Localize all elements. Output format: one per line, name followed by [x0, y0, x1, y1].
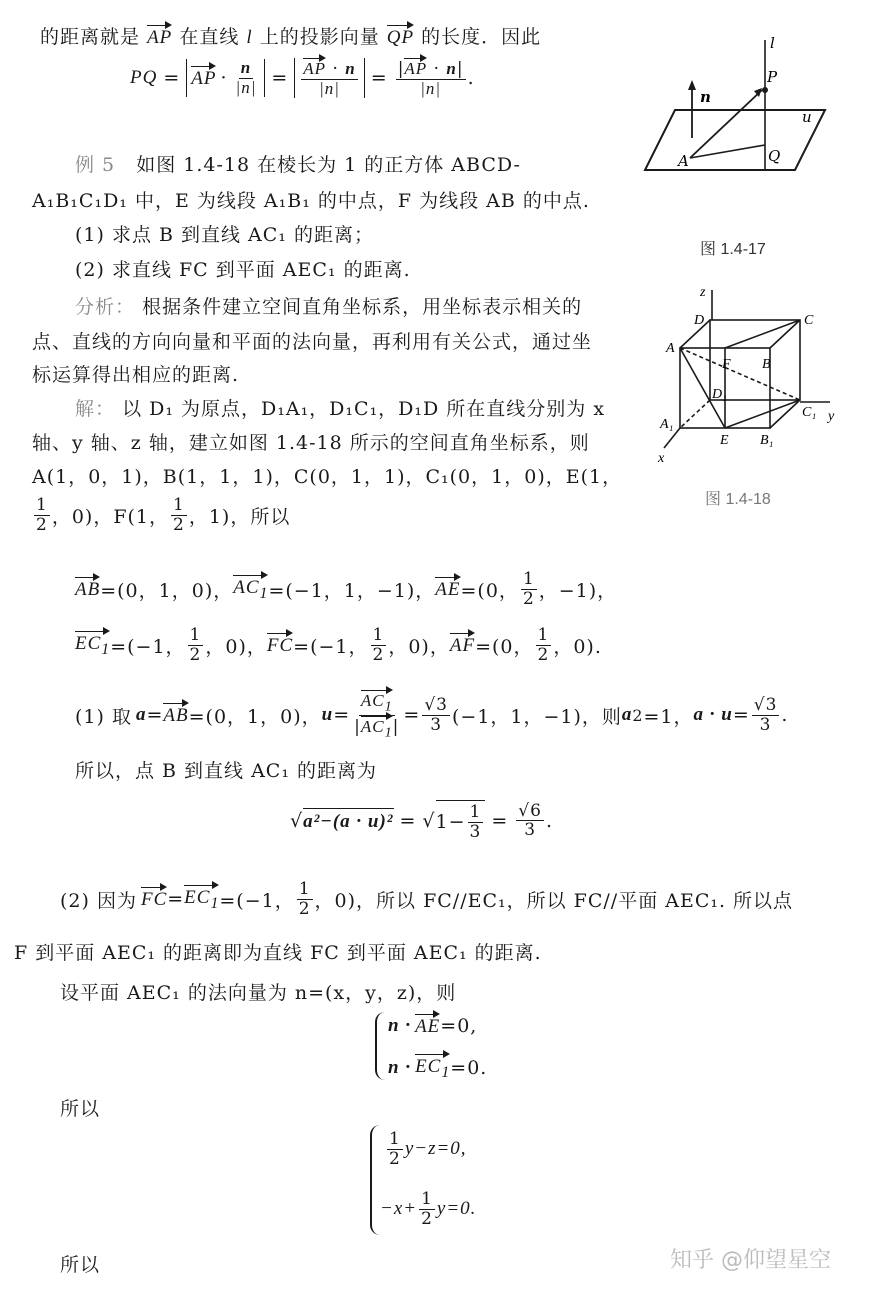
analysis-line-2: 点、直线的方向向量和平面的法向量，再利用有关公式，通过坐	[32, 331, 593, 353]
label-Q: Q	[768, 147, 781, 165]
text: (1) 取	[75, 705, 132, 728]
a-var: a	[135, 704, 147, 726]
text: ，0)，F(1，	[51, 505, 170, 528]
arrow-head	[688, 80, 696, 90]
text: ，0)，	[205, 635, 267, 658]
text: ，1)，所以	[188, 505, 291, 528]
vectors-line-1	[75, 570, 617, 608]
text: ，0)，	[388, 635, 450, 658]
question-1: (1) 求点 B 到直线 AC₁ 的距离；	[75, 224, 374, 246]
den: 2	[522, 588, 535, 609]
vector-EC1: $EC_1$	[75, 633, 111, 659]
text: (−1，1，−1)，则	[451, 705, 622, 728]
num: n	[240, 58, 252, 77]
den: |n|	[420, 78, 442, 98]
text: =(0，1，0)，	[188, 705, 322, 728]
vector-AB: AB	[75, 579, 101, 601]
den: 2	[36, 514, 48, 535]
part1-conclusion: 所以，点 B 到直线 AC₁ 的距离为	[75, 760, 377, 782]
num: 1	[173, 495, 185, 515]
analysis-text: 根据条件建立空间直角坐标系，用坐标表示相关的	[142, 296, 583, 318]
equals: =	[271, 67, 289, 90]
a-dot-u: a · u	[693, 704, 733, 726]
vector-EC1: $EC_1$	[184, 887, 220, 913]
example-text: 如图 1.4-18 在棱长为 1 的正方体 ABCD-	[136, 154, 521, 176]
figure-caption-17: 图 1.4-17	[700, 241, 766, 258]
fraction-half	[297, 880, 313, 918]
vector-EC1: $EC_1$	[415, 1056, 451, 1081]
text: =(−1，1，−1)，	[268, 579, 436, 602]
abs-group-2	[294, 58, 364, 98]
num: 1	[189, 625, 202, 645]
equals: =	[163, 67, 181, 90]
figure-1-4-18	[650, 280, 840, 490]
n: n	[345, 59, 356, 78]
vector-FC: FC	[266, 635, 294, 657]
label-z: z	[700, 285, 706, 300]
text: 的距离就是	[40, 26, 141, 48]
distance-formula	[290, 800, 553, 841]
brace	[370, 1125, 380, 1235]
text: EC	[184, 887, 211, 909]
n: n	[446, 59, 457, 78]
den: 3	[524, 820, 537, 841]
label-x: x	[658, 451, 665, 466]
text: n ·	[388, 1015, 412, 1036]
solution-line-3: A(1，0，1)，B(1，1，1)，C(0，1，1)，C₁(0，1，0)，E(1，	[32, 466, 623, 488]
figure-caption-18: 图 1.4-18	[705, 491, 771, 508]
example-label: 例 5	[75, 154, 116, 176]
den: |n|	[235, 77, 257, 97]
dot: ·	[220, 67, 228, 90]
system1-eq2	[388, 1054, 487, 1082]
vector-AC1: $AC_1$	[360, 716, 393, 741]
watermark: 知乎 @仰望星空	[670, 1248, 831, 1273]
num: √3	[424, 695, 448, 716]
vector-AP: AP	[404, 59, 428, 78]
text: −x+	[380, 1198, 418, 1220]
u-var: u	[321, 704, 334, 726]
label-D: D	[694, 313, 705, 328]
fraction	[234, 59, 259, 97]
analysis-line-1	[75, 292, 582, 319]
text: 上的投影向量	[259, 26, 380, 48]
fraction-half	[371, 626, 387, 664]
fraction-third	[468, 803, 484, 841]
pq: PQ	[130, 67, 158, 89]
text: =1，	[643, 705, 694, 728]
equals: =	[491, 809, 509, 832]
fraction-sqrt3	[752, 696, 780, 734]
label-C1: C₁	[802, 405, 817, 420]
so-label: 所以	[60, 1098, 101, 1120]
label-D1: D₁	[712, 387, 727, 402]
text: n ·	[388, 1056, 412, 1078]
num: 1	[421, 1189, 433, 1209]
label-B1: B₁	[760, 433, 774, 448]
den: 2	[298, 898, 311, 919]
den: 2	[372, 644, 385, 665]
intro-line	[40, 22, 541, 49]
solution-text: 以 D₁ 为原点，D₁A₁，D₁C₁，D₁D 所在直线分别为 x	[122, 398, 606, 420]
pq-equation	[130, 58, 475, 98]
fraction-half	[536, 626, 552, 664]
figure-1-4-17	[630, 30, 860, 260]
text: EC	[415, 1056, 442, 1077]
text: =0,	[440, 1015, 478, 1037]
text: =(−1，	[293, 635, 369, 658]
label-A: A	[666, 341, 675, 356]
period: .	[545, 809, 553, 832]
den: 2	[173, 514, 185, 535]
vector-AB: AB	[163, 705, 189, 727]
fraction-sqrt3	[422, 696, 450, 734]
vectors-line-2	[75, 626, 602, 664]
num: 1	[372, 625, 385, 645]
label-B: B	[762, 357, 771, 372]
equals: =	[399, 809, 417, 832]
period: .	[781, 704, 789, 727]
label-n: n	[700, 88, 711, 106]
num: 1	[36, 495, 48, 515]
text: =(−1，	[110, 635, 186, 658]
text: (2) 因为	[60, 889, 137, 912]
abs-group-1	[186, 59, 265, 97]
vector-AC1: $AC_1$	[360, 691, 393, 715]
num: √3	[753, 695, 778, 716]
fraction-half	[34, 496, 50, 534]
sqrt-content: a²−(a · u)²	[303, 808, 393, 833]
part2-line-2: F 到平面 AEC₁ 的距离即为直线 FC 到平面 AEC₁ 的距离.	[14, 942, 542, 964]
system2-eq2	[380, 1190, 476, 1228]
text: AC	[360, 691, 385, 710]
vector-AP: AP	[191, 68, 217, 90]
fraction-half	[188, 626, 204, 664]
a-var: a	[621, 704, 633, 726]
fraction-unit: $AC_1$ $|AC_1|$	[354, 691, 400, 741]
den: 3	[759, 714, 772, 735]
text: 1−	[435, 811, 466, 834]
den: |n|	[319, 78, 340, 98]
fraction-half	[419, 1190, 435, 1228]
period: .	[467, 67, 475, 90]
part2-line-3: 设平面 AEC₁ 的法向量为 n=(x，y，z)，则	[60, 982, 457, 1004]
text: =(−1，	[219, 889, 295, 912]
part1-line: (1) 取 a = AB =(0，1，0)， u = $AC_1$ $|AC_1|$ = $\frac{√3}{3}$ (−1，1，−1)，则 a 2 =1， a · u = $\frac{√3}{3}$ .	[75, 691, 789, 741]
label-A1: A₁	[660, 417, 674, 432]
example-line-2: A₁B₁C₁D₁ 中，E 为线段 A₁B₁ 的中点，F 为线段 AB 的中点.	[32, 190, 590, 212]
solution-line-1	[75, 394, 605, 421]
label-F: F	[722, 357, 731, 372]
sqrt-sign: √	[422, 809, 436, 832]
vector-AP: AP	[147, 27, 173, 48]
num: 1	[537, 625, 550, 645]
text: y=0.	[436, 1198, 477, 1220]
label-y: y	[828, 409, 835, 424]
num: 1	[298, 879, 311, 899]
label-E: E	[720, 433, 729, 448]
label-l: l	[770, 34, 775, 52]
fraction-sqrt6	[516, 802, 544, 840]
num: 1	[469, 802, 482, 822]
num: 1	[522, 569, 535, 589]
analysis-label: 分析：	[75, 296, 136, 318]
plane-alpha	[645, 110, 825, 170]
vector-AC1: $AC_1$	[233, 577, 269, 603]
equals: =	[732, 704, 750, 727]
label-u: u	[802, 108, 812, 126]
den: 2	[389, 1148, 401, 1169]
label-P: P	[767, 68, 778, 86]
vector-AF: AF	[449, 635, 476, 657]
den: 2	[189, 644, 202, 665]
analysis-line-3: 标运算得出相应的距离.	[32, 364, 240, 386]
text: AC	[233, 577, 260, 599]
text: ，0)，所以 FC//EC₁，所以 FC//平面 AEC₁. 所以点	[314, 889, 794, 912]
question-2: (2) 求直线 FC 到平面 AEC₁ 的距离.	[75, 259, 411, 281]
fraction: $\frac{AP \cdot n}{|n|}$	[303, 59, 356, 98]
text: y−z=0,	[404, 1138, 467, 1160]
text: =(0，1，0)，	[100, 579, 234, 602]
text: 的长度．因此	[421, 26, 542, 48]
system1-eq1	[388, 1014, 477, 1038]
fraction-half	[171, 496, 187, 534]
label-C: C	[804, 313, 814, 328]
text: ，−1)，	[538, 579, 618, 602]
vector-FC: FC	[140, 889, 168, 911]
part2-line-1: (2) 因为 FC = $EC_1$ =(−1， $\frac{1}{2}$ ，0)，所以 FC//EC₁，所以 FC//平面 AEC₁. 所以点	[60, 879, 794, 919]
vector-AP: AP	[303, 59, 327, 78]
text: ，0).	[553, 635, 602, 658]
num: 1	[389, 1129, 401, 1149]
line-l: l	[246, 27, 253, 48]
solution-line-4	[32, 496, 290, 534]
point-P	[762, 87, 768, 93]
solution-label: 解：	[75, 398, 116, 420]
fraction-half	[387, 1130, 403, 1168]
text: EC	[75, 633, 102, 655]
vector-AE: AE	[435, 579, 461, 601]
so-label-2: 所以	[60, 1254, 101, 1276]
den: 2	[537, 644, 550, 665]
text: 在直线	[179, 26, 240, 48]
text: AC	[360, 716, 385, 736]
fraction-half	[521, 570, 537, 608]
example-line-1	[75, 150, 521, 177]
den: 3	[430, 714, 443, 735]
solution-line-2: 轴、y 轴、z 轴，建立如图 1.4-18 所示的空间直角坐标系，则	[32, 432, 590, 454]
equals: =	[370, 67, 388, 90]
brace	[375, 1012, 385, 1080]
text: =(0，	[460, 579, 519, 602]
sqrt-sign: √	[290, 809, 304, 832]
den: 3	[469, 821, 482, 842]
num: √6	[518, 800, 542, 821]
den: 2	[421, 1208, 433, 1229]
system2-eq1	[385, 1130, 467, 1168]
text: =(0，	[475, 635, 534, 658]
text: =0.	[450, 1056, 488, 1079]
label-A: A	[678, 152, 689, 170]
vector-AE: AE	[415, 1016, 441, 1037]
vector-QP: QP	[386, 27, 415, 48]
fraction: $\frac{|AP \cdot n|}{|n|}$	[397, 59, 464, 98]
